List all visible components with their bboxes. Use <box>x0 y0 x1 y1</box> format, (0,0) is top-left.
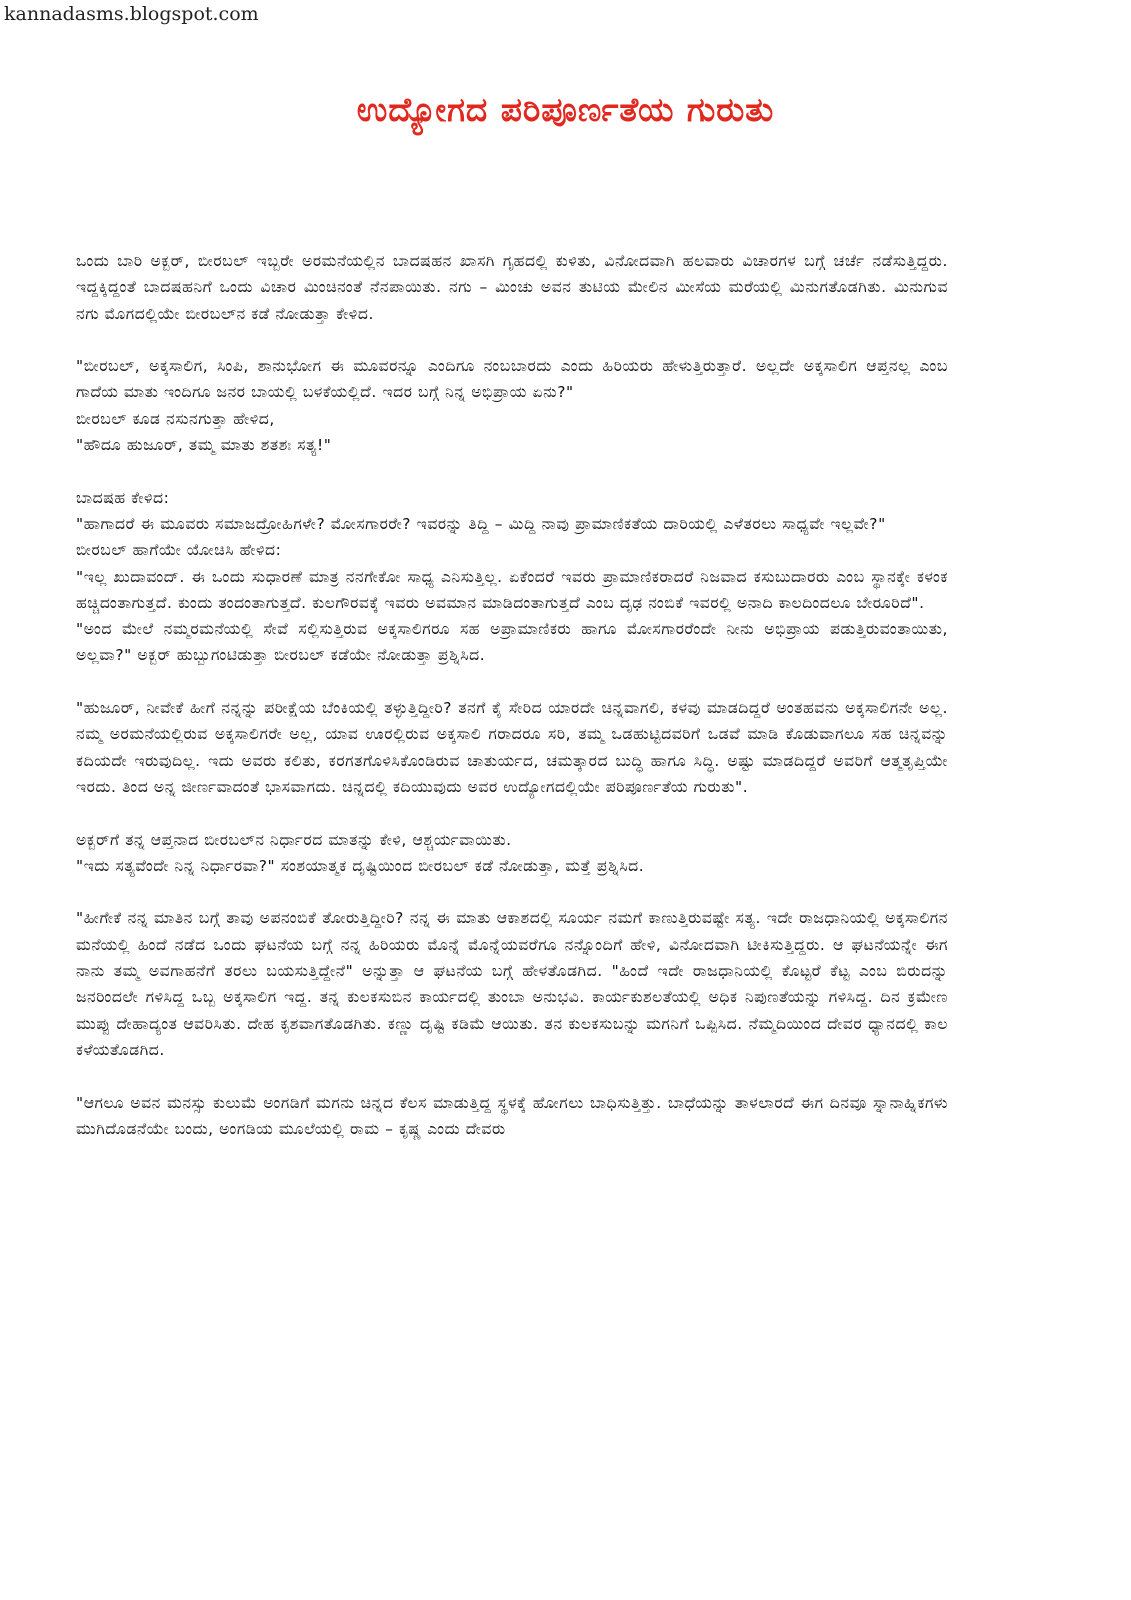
paragraph-line: "ಇಲ್ಲ ಖುದಾವಂದ್. ಈ ಒಂದು ಸುಧಾರಣೆ ಮಾತ್ರ ನನಗೇಕೋ ಸಾಧ್ಯ ಎನಿಸುತ್ತಿಲ್ಲ. ಏಕೆಂದರೆ ಇವರು ಪ್ರಾಮಾಣಿಕರಾದರೆ ನಿಜವಾದ ಕಸುಬುದಾರರು ಎಂಬ ಸ್ಥಾನಕ್ಕೇ ಕಳಂಕ ಹಚ್ಚಿದಂತಾಗುತ್ತದೆ. ಕುಂದು ತಂದಂತಾಗುತ್ತದೆ. ಕುಲಗೌರವಕ್ಕೆ ಇವರು ಅವಮಾನ ಮಾಡಿದಂತಾಗುತ್ತದೆ ಎಂಬ ದೃಢ ನಂಬಿಕೆ ಇವರಲ್ಲಿ ಅನಾದಿ ಕಾಲದಿಂದಲೂ ಬೇರೂರಿದೆ". <box>76 567 948 612</box>
paragraph-line: ಬಾದಷಹ ಕೇಳಿದ: <box>76 488 170 507</box>
paragraph-line: "ಇದು ಸತ್ಯವೆಂದೇ ನಿನ್ನ ನಿರ್ಧಾರವಾ?" ಸಂಶಯಾತ್ಮಕ ದೃಷ್ಟಿಯಿಂದ ಬೀರಬಲ್ ಕಡೆ ನೋಡುತ್ತಾ, ಮತ್ತೆ ಪ್ರಶ್ನಿಸಿದ. <box>76 856 645 875</box>
paragraph <box>76 1090 948 1143</box>
paragraph-line: ಬೀರಬಲ್ ಹಾಗೆಯೇ ಯೋಚಿಸಿ ಹೇಳಿದ: <box>76 541 282 560</box>
story-body <box>76 248 948 1142</box>
paragraph <box>76 905 948 1063</box>
paragraph-line: "ಹೀಗೇಕೆ ನನ್ನ ಮಾತಿನ ಬಗ್ಗೆ ತಾವು ಅಪನಂಬಿಕೆ ತೋರುತ್ತಿದ್ದೀರಿ? ನನ್ನ ಈ ಮಾತು ಆಕಾಶದಲ್ಲಿ ಸೂರ್ಯ ನಮಗೆ ಕಾಣುತ್ತಿರುವಷ್ಟೇ ಸತ್ಯ. ಇದೇ ರಾಜಧಾನಿಯಲ್ಲಿ ಅಕ್ಕಸಾಲಿಗನ ಮನೆಯಲ್ಲಿ ಹಿಂದೆ ನಡೆದ ಒಂದು ಘಟನೆಯ ಬಗ್ಗೆ ನನ್ನ ಹಿರಿಯರು ಮೊನ್ನೆ ಮೊನ್ನೆಯವರೆಗೂ ನನ್ನೊಂದಿಗೆ ಹೇಳಿ, ವಿನೋದವಾಗಿ ಟೀಕಿಸುತ್ತಿದ್ದರು. ಆ ಘಟನೆಯನ್ನೇ ಈಗ ನಾನು ತಮ್ಮ ಅವಗಾಹನೆಗೆ ತರಲು ಬಯಸುತ್ತಿದ್ದೇನೆ" ಅನ್ನುತ್ತಾ ಆ ಘಟನೆಯ ಬಗ್ಗೆ ಹೇಳತೊಡಗಿದ. "ಹಿಂದೆ ಇದೇ ರಾಜಧಾನಿಯಲ್ಲಿ ಕೊಟ್ಟರೆ ಕೆಟ್ಟ ಎಂಬ ಬಿರುದನ್ನು ಜನರಿಂದಲೇ ಗಳಿಸಿದ್ದ ಒಬ್ಬ ಅಕ್ಕಸಾಲಿಗ ಇದ್ದ. ತನ್ನ ಕುಲಕಸುಬಿನ ಕಾರ್ಯದಲ್ಲಿ ತುಂಬಾ ಅನುಭವಿ. ಕಾರ್ಯಕುಶಲತೆಯಲ್ಲಿ ಅಧಿಕ ನಿಪುಣತೆಯನ್ನು ಗಳಿಸಿದ್ದ. ದಿನ ಕ್ರಮೇಣ ಮುಪ್ಪು ದೇಹಾದ್ಯಂತ ಆವರಿಸಿತು. ದೇಹ ಕೃಶವಾಗತೊಡಗಿತು. ಕಣ್ಣು ದೃಷ್ಟಿ ಕಡಿಮೆ ಆಯಿತು. ತನ ಕುಲಕಸುಬನ್ನು ಮಗನಿಗೆ ಒಪ್ಪಿಸಿದ. ನೆಮ್ಮದಿಯಿಂದ ದೇವರ ಧ್ಯಾನದಲ್ಲಿ ಕಾಲ ಕಳೆಯತೊಡಗಿದ. <box>76 909 948 1059</box>
paragraph <box>76 827 948 880</box>
paragraph <box>76 695 948 800</box>
paragraph-line: "ಆಗಲೂ ಅವನ ಮನಸ್ಸು ಕುಲುಮೆ ಅಂಗಡಿಗೆ ಮಗನು ಚಿನ್ನದ ಕೆಲಸ ಮಾಡುತ್ತಿದ್ದ ಸ್ಥಳಕ್ಕೆ ಹೋಗಲು ಬಾಧಿಸುತ್ತಿತ್ತು. ಬಾಧೆಯನ್ನು ತಾಳಲಾರದೆ ಈಗ ದಿನವೂ ಸ್ನಾನಾಹ್ನಿಕಗಳು ಮುಗಿದೊಡನೆಯೇ ಬಂದು, ಅಂಗಡಿಯ ಮೂಲೆಯಲ್ಲಿ ರಾಮ – ಕೃಷ್ಣ ಎಂದು ದೇವರು <box>76 1093 948 1138</box>
paragraph-line: "ಹಾಗಾದರೆ ಈ ಮೂವರು ಸಮಾಜದ್ರೋಹಿಗಳೇ? ಮೋಸಗಾರರೇ? ಇವರನ್ನು ತಿದ್ದಿ – ಮಿದ್ದಿ ನಾವು ಪ್ರಾಮಾಣಿಕತೆಯ ದಾರಿಯಲ್ಲಿ ಎಳೆತರಲು ಸಾಧ್ಯವೇ ಇಲ್ಲವೇ?" <box>76 514 886 533</box>
paragraph-line: "ಬೀರಬಲ್, ಅಕ್ಕಸಾಲಿಗ, ಸಿಂಪಿ, ಶಾನುಭೋಗ ಈ ಮೂವರನ್ನೂ ಎಂದಿಗೂ ನಂಬಬಾರದು ಎಂದು ಹಿರಿಯರು ಹೇಳುತ್ತಿರುತ್ತಾರೆ. ಅಲ್ಲದೇ ಅಕ್ಕಸಾಲಿಗ ಆಪ್ತನಲ್ಲ ಎಂಬ ಗಾದೆಯ ಮಾತು ಇಂದಿಗೂ ಜನರ ಬಾಯಲ್ಲಿ ಬಳಕೆಯಲ್ಲಿದೆ. ಇದರ ಬಗ್ಗೆ ನಿನ್ನ ಅಭಿಪ್ರಾಯ ಏನು?" <box>76 357 948 402</box>
paragraph-line: "ಹುಜೂರ್, ನೀವೇಕೆ ಹೀಗೆ ನನ್ನನ್ನು ಪರೀಕ್ಷೆಯ ಬೆಂಕಿಯಲ್ಲಿ ತಳ್ಳುತ್ತಿದ್ದೀರಿ? ತನಗೆ ಕೈ ಸೇರಿದ ಯಾರದೇ ಚಿನ್ನವಾಗಲಿ, ಕಳವು ಮಾಡದಿದ್ದರೆ ಅಂತಹವನು ಅಕ್ಕಸಾಲಿಗನೇ ಅಲ್ಲ. ನಮ್ಮ ಅರಮನೆಯಲ್ಲಿರುವ ಅಕ್ಕಸಾಲಿಗರೇ ಅಲ್ಲ, ಯಾವ ಊರಲ್ಲಿರುವ ಅಕ್ಕಸಾಲಿ ಗರಾದರೂ ಸರಿ, ತಮ್ಮ ಒಡಹುಟ್ಟಿದವರಿಗೆ ಒಡವೆ ಮಾಡಿ ಕೊಡುವಾಗಲೂ ಸಹ ಚಿನ್ನವನ್ನು ಕದಿಯದೇ ಇರುವುದಿಲ್ಲ. ಇದು ಅವರು ಕಲಿತು, ಕರಗತಗೊಳಿಸಿಕೊಂಡಿರುವ ಚಾತುರ್ಯದ, ಚಮತ್ಕಾರದ ಬುದ್ಧಿ ಹಾಗೂ ಸಿದ್ಧಿ. ಅಷ್ಟು ಮಾಡದಿದ್ದರೆ ಅವರಿಗೆ ಆತ್ಮತೃಪ್ತಿಯೇ ಇರದು. ತಿಂದ ಅನ್ನ ಜೀರ್ಣವಾದಂತೆ ಭಾಸವಾಗದು. ಚಿನ್ನದಲ್ಲಿ ಕದಿಯುವುದು ಅವರ ಉದ್ಯೋಗದಲ್ಲಿಯೇ ಪರಿಪೂರ್ಣತೆಯ ಗುರುತು". <box>76 699 948 796</box>
story-title: ಉದ್ಯೋಗದ ಪರಿಪೂರ್ಣತೆಯ ಗುರುತು <box>356 90 775 129</box>
paragraph <box>76 353 948 458</box>
paragraph-line: "ಹೌದೂ ಹುಜೂರ್, ತಮ್ಮ ಮಾತು ಶತಶಃ ಸತ್ಯ!" <box>76 436 332 455</box>
paragraph-line: ಅಕ್ಬರ್‌ಗೆ ತನ್ನ ಆಪ್ತನಾದ ಬೀರಬಲ್‌ನ ನಿರ್ಧಾರದ ಮಾತನ್ನು ಕೇಳಿ, ಆಶ್ಚರ್ಯವಾಯಿತು. <box>76 830 512 849</box>
paragraph-line: "ಅಂದ ಮೇಲೆ ನಮ್ಮರಮನೆಯಲ್ಲಿ ಸೇವೆ ಸಲ್ಲಿಸುತ್ತಿರುವ ಅಕ್ಕಸಾಲಿಗರೂ ಸಹ ಅಪ್ರಾಮಾಣಿಕರು ಹಾಗೂ ಮೋಸಗಾರರೆಂದೇ ನೀನು ಅಭಿಪ್ರಾಯ ಪಡುತ್ತಿರುವಂತಾಯಿತು, ಅಲ್ಲವಾ?" ಅಕ್ಬರ್ ಹುಬ್ಬುಗಂಟಿಡುತ್ತಾ ಬೀರಬಲ್ ಕಡೆಯೇ ನೋಡುತ್ತಾ ಪ್ರಶ್ನಿಸಿದ. <box>76 620 948 665</box>
site-url: kannadasms.blogspot.com <box>4 3 259 25</box>
paragraph-line: ಒಂದು ಬಾರಿ ಅಕ್ಬರ್, ಬೀರಬಲ್ ಇಬ್ಬರೇ ಅರಮನೆಯಲ್ಲಿನ ಬಾದಷಹನ ಖಾಸಗಿ ಗೃಹದಲ್ಲಿ ಕುಳಿತು, ವಿನೋದವಾಗಿ ಹಲವಾರು ವಿಚಾರಗಳ ಬಗ್ಗೆ ಚರ್ಚೆ ನಡೆಸುತ್ತಿದ್ದರು. ಇದ್ದಕ್ಕಿದ್ದಂತೆ ಬಾದಷಹನಿಗೆ ಒಂದು ವಿಚಾರ ಮಿಂಚಿನಂತೆ ನೆನಪಾಯಿತು. ನಗು – ಮಿಂಚು ಅವನ ತುಟಿಯ ಮೇಲಿನ ಮೀಸೆಯ ಮರೆಯಲ್ಲಿ ಮಿನುಗತೊಡಗಿತು. ಮಿನುಗುವ ನಗು ಮೊಗದಲ್ಲಿಯೇ ಬೀರಬಲ್‌ನ ಕಡೆ ನೋಡುತ್ತಾ ಕೇಳಿದ. <box>76 252 948 323</box>
paragraph <box>76 485 948 669</box>
paragraph-line: ಬೀರಬಲ್ ಕೂಡ ನಸುನಗುತ್ತಾ ಹೇಳಿದ, <box>76 409 275 428</box>
paragraph <box>76 248 948 327</box>
